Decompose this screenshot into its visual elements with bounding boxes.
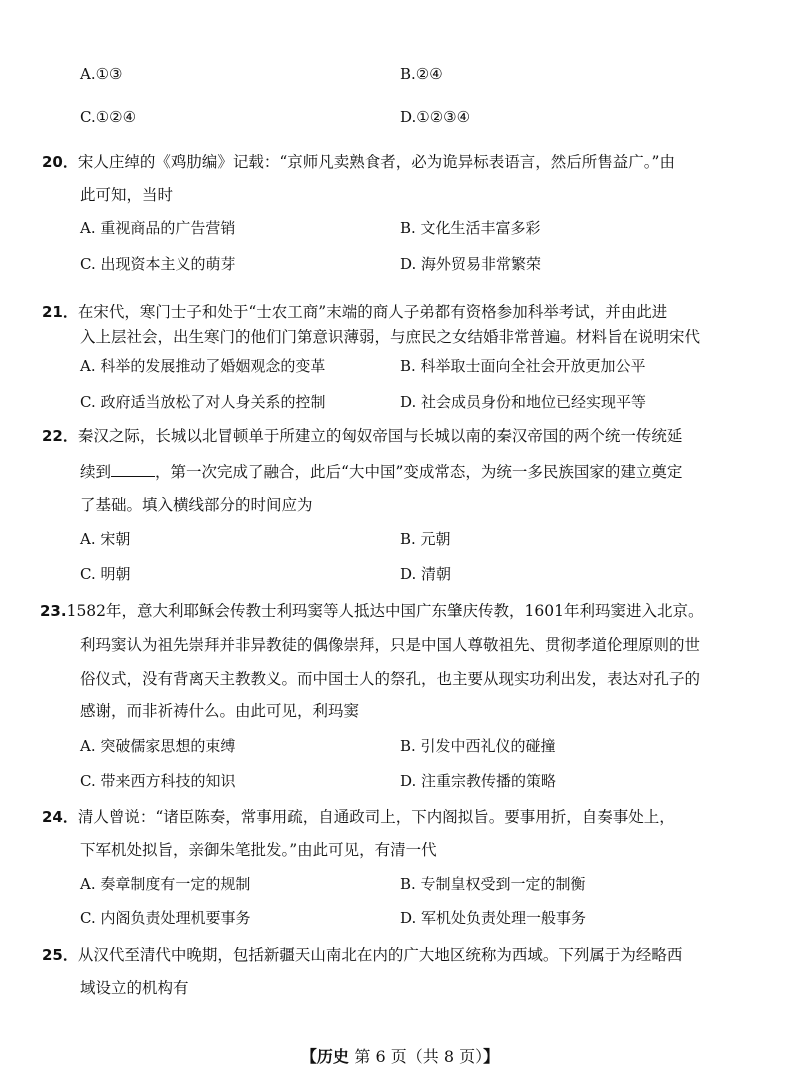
q21-option-b: B. 科举取士面向全社会开放更加公平 (400, 357, 646, 375)
q22-option-d: D. 清朝 (400, 565, 452, 583)
q22-number: 22． (42, 427, 78, 445)
footer-close: 】 (483, 1047, 500, 1066)
q24-option-b: B. 专制皇权受到一定的制衡 (400, 875, 586, 893)
q21-option-d: D. 社会成员身份和地位已经实现平等 (400, 393, 647, 411)
q21-number: 21． (42, 303, 78, 321)
q24-number: 24． (42, 808, 78, 826)
q22-stem-line2: 续到 ，第一次完成了融合，此后“大中国”变成常态，为统一多民族国家的建立奠定 (80, 460, 682, 483)
q23-stem-line2: 利玛窦认为祖先崇拜并非异教徒的偶像崇拜，只是中国人尊敬祖先、贯彻孝道伦理原则的世 (80, 636, 701, 654)
answer-blank (111, 460, 155, 477)
prev-option-b: B.②④ (400, 65, 443, 83)
q24-stem-line1: 24．清人曾说：“诸臣陈奏，常事用疏，自通政司上，下内阁拟旨。要事用折，自奏事处上， (42, 808, 675, 826)
q22-option-b: B. 元朝 (400, 530, 451, 548)
q20-option-c: C. 出现资本主义的萌芽 (80, 255, 236, 273)
footer-page-number: 第 6 页（共 8 页） (354, 1047, 484, 1066)
q20-option-b: B. 文化生活丰富多彩 (400, 219, 541, 237)
q21-stem-line1: 21．在宋代，寒门士子和处于“士农工商”末端的商人子弟都有资格参加科举考试，并由此进 (42, 303, 668, 321)
q20-stem-line1: 20．宋人庄绰的《鸡肋编》记载：“京师凡卖熟食者，必为诡异标表语言，然后所售益广。”由 (42, 153, 675, 171)
q23-option-c: C. 带来西方科技的知识 (80, 772, 236, 790)
q21-stem-line2: 入上层社会，出生寒门的他们门第意识薄弱，与庶民之女结婚非常普遍。材料旨在说明宋代 (80, 328, 701, 346)
prev-option-c: C.①②④ (80, 108, 137, 126)
q23-stem-line4: 感谢，而非祈祷什么。由此可见，利玛窦 (80, 702, 360, 720)
q23-option-d: D. 注重宗教传播的策略 (400, 772, 557, 790)
q23-stem-line1: 23.1582年，意大利耶稣会传教士利玛窦等人抵达中国广东肇庆传教，1601年利玛窦进入北京。 (40, 602, 704, 620)
q24-option-a: A. 奏章制度有一定的规制 (80, 875, 251, 893)
q25-stem-line1: 25．从汉代至清代中晚期，包括新疆天山南北在内的广大地区统称为西域。下列属于为经略西 (42, 946, 683, 964)
q24-option-c: C. 内阁负责处理机要事务 (80, 909, 251, 927)
q25-number: 25． (42, 946, 78, 964)
q22-option-a: A. 宋朝 (80, 530, 131, 548)
q25-stem-line2: 域设立的机构有 (80, 979, 189, 997)
page-footer (0, 1046, 800, 1068)
q23-stem-line3: 俗仪式，没有背离天主教教义。而中国士人的祭孔，也主要从现实功利出发，表达对孔子的 (80, 670, 701, 688)
q22-stem-line1: 22．秦汉之际，长城以北冒顿单于所建立的匈奴帝国与长城以南的秦汉帝国的两个统一传统延 (42, 427, 683, 445)
q20-option-a: A. 重视商品的广告营销 (80, 219, 236, 237)
q20-option-d: D. 海外贸易非常繁荣 (400, 255, 542, 273)
q23-option-b: B. 引发中西礼仪的碰撞 (400, 737, 556, 755)
q23-option-a: A. 突破儒家思想的束缚 (80, 737, 236, 755)
prev-option-d: D.①②③④ (400, 108, 471, 126)
q22-stem-line3: 了基础。填入横线部分的时间应为 (80, 496, 313, 514)
q22-option-c: C. 明朝 (80, 565, 131, 583)
footer-subject: 【历史 (300, 1047, 349, 1066)
prev-option-a: A.①③ (80, 65, 123, 83)
q24-option-d: D. 军机处负责处理一般事务 (400, 909, 587, 927)
q21-option-c: C. 政府适当放松了对人身关系的控制 (80, 393, 326, 411)
q21-option-a: A. 科举的发展推动了婚姻观念的变革 (80, 357, 326, 375)
q20-number: 20． (42, 153, 78, 171)
q23-number: 23. (40, 602, 67, 620)
q24-stem-line2: 下军机处拟旨，亲御朱笔批发。”由此可见，有清一代 (80, 841, 437, 859)
q20-stem-line2: 此可知，当时 (80, 186, 174, 204)
